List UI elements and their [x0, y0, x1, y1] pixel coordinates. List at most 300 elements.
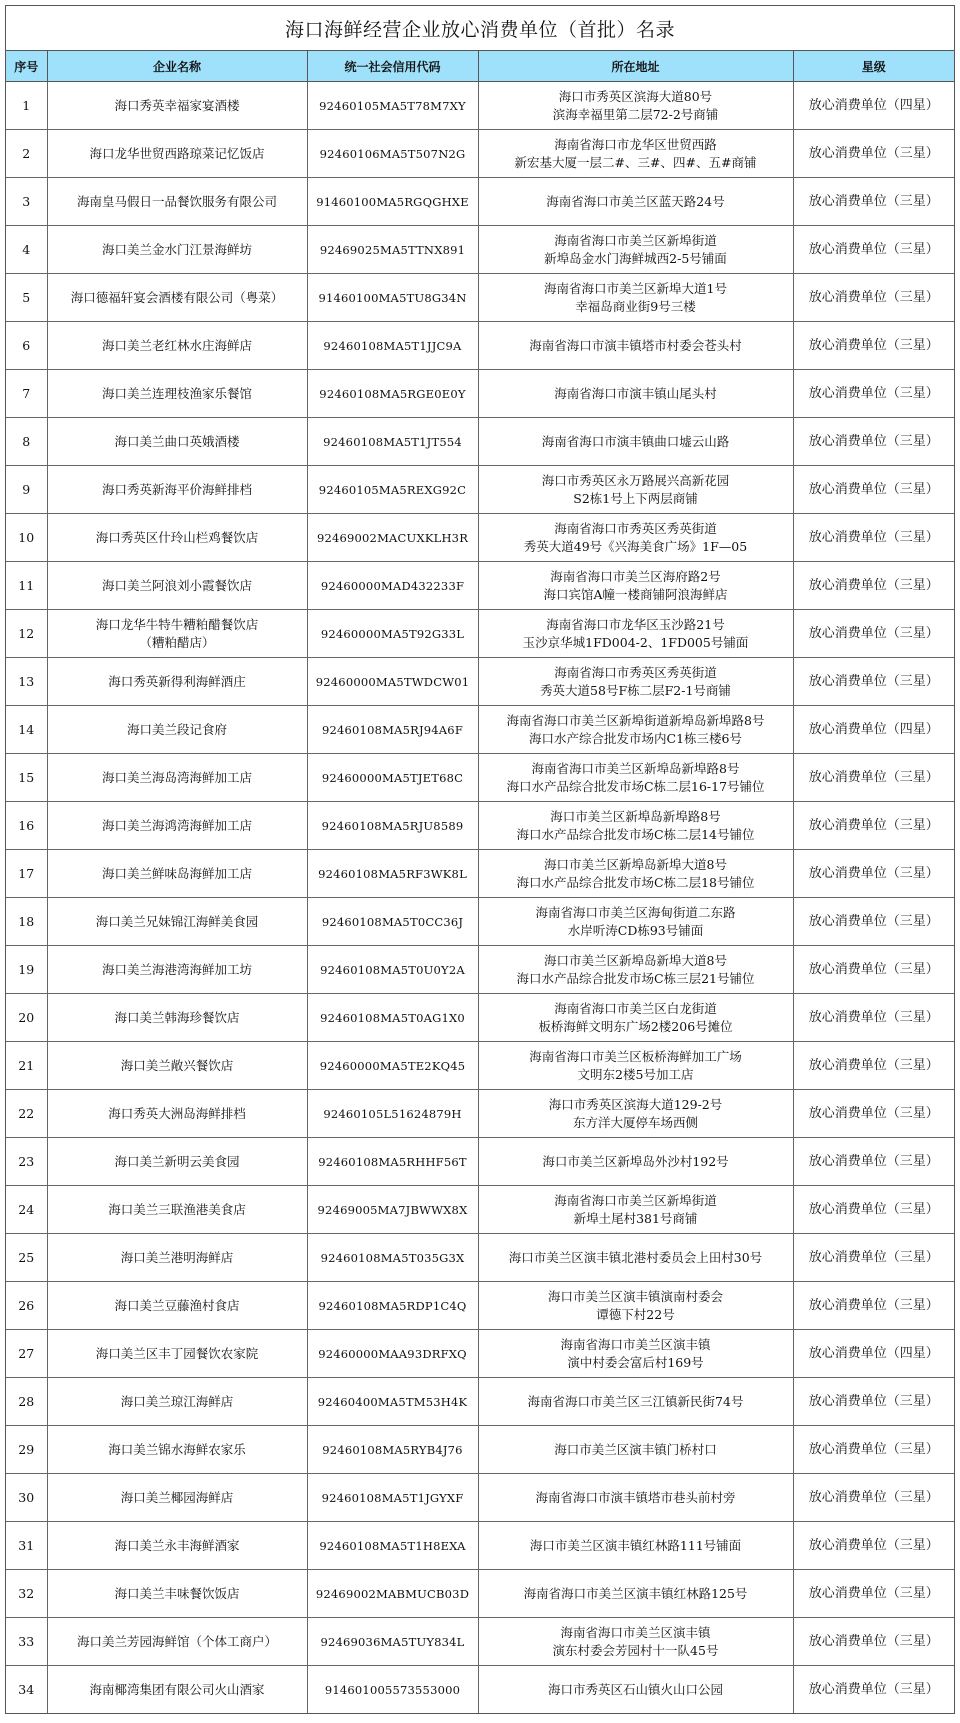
- cell-index: 5: [6, 274, 47, 322]
- address-line: 海南省海口市演丰镇塔市村委会苍头村: [529, 337, 742, 353]
- address-line: 新埠土尾村381号商铺: [573, 1210, 698, 1226]
- cell-star-level: 放心消费单位（四星）: [793, 1330, 954, 1378]
- address-line: 玉沙京华城1FD004-2、1FD005号铺面: [522, 634, 749, 650]
- cell-index: 31: [6, 1522, 47, 1570]
- cell-address: [478, 514, 793, 562]
- address-line: 海口市美兰区演丰镇北港村委员会上田村30号: [508, 1249, 763, 1265]
- enterprise-list-sheet: [5, 5, 955, 1714]
- table-row: [6, 1282, 954, 1330]
- cell-credit-code: 92460108MA5T1H8EXA: [307, 1522, 478, 1570]
- address-line: 海口水产品综合批发市场C栋二层16-17号铺位: [506, 778, 765, 794]
- cell-address: [478, 226, 793, 274]
- enterprise-name-line: 海口美兰海港湾海鲜加工坊: [101, 961, 252, 977]
- address-line: 海口市秀英区石山镇火山口公园: [547, 1681, 723, 1697]
- enterprise-name-line: 海口秀英幸福家宴酒楼: [114, 97, 240, 113]
- cell-address: [478, 1666, 793, 1714]
- table-row: [6, 1474, 954, 1522]
- table-row: [6, 274, 954, 322]
- cell-enterprise-name: [47, 610, 307, 658]
- cell-enterprise-name: [47, 994, 307, 1042]
- cell-credit-code: 92469002MABMUCB03D: [307, 1570, 478, 1618]
- cell-credit-code: 92460105L51624879H: [307, 1090, 478, 1138]
- cell-credit-code: 92460000MA5TJET68C: [307, 754, 478, 802]
- cell-credit-code: 92469002MACUXKLH3R: [307, 514, 478, 562]
- enterprise-name-line: 海口美兰永丰海鲜酒家: [114, 1537, 240, 1553]
- cell-address: [478, 370, 793, 418]
- cell-star-level: 放心消费单位（三星）: [793, 1666, 954, 1714]
- cell-enterprise-name: [47, 130, 307, 178]
- address-line: 水岸听涛CD栋93号铺面: [567, 922, 704, 938]
- cell-index: 24: [6, 1186, 47, 1234]
- cell-star-level: 放心消费单位（三星）: [793, 658, 954, 706]
- address-line: 海口市秀英区永万路展兴高新花园: [541, 472, 730, 488]
- enterprise-name-line: 海口美兰区丰丁园餐饮农家院: [95, 1345, 259, 1361]
- cell-enterprise-name: [47, 1570, 307, 1618]
- enterprise-name-line: 海口美兰琼江海鲜店: [120, 1393, 234, 1409]
- cell-credit-code: 92460108MA5T0CC36J: [307, 898, 478, 946]
- cell-credit-code: 92460108MA5RDP1C4Q: [307, 1282, 478, 1330]
- address-line: 海南省海口市美兰区新埠岛新埠路8号: [531, 760, 740, 776]
- cell-index: 7: [6, 370, 47, 418]
- cell-address: [478, 1234, 793, 1282]
- cell-credit-code: 92460108MA5T1JGYXF: [307, 1474, 478, 1522]
- enterprise-name-line: 海口美兰金水门江景海鲜坊: [101, 241, 252, 257]
- table-row: [6, 1042, 954, 1090]
- address-line: 海南省海口市美兰区新埠街道: [554, 1192, 717, 1208]
- cell-enterprise-name: [47, 466, 307, 514]
- enterprise-name-line: 海口美兰芳园海鲜馆（个体工商户）: [76, 1633, 277, 1649]
- address-line: 海口市美兰区新埠岛外沙村192号: [542, 1153, 729, 1169]
- address-line: 海南省海口市演丰镇塔市巷头前村旁: [535, 1489, 736, 1505]
- cell-enterprise-name: [47, 418, 307, 466]
- address-line: 海口市秀英区滨海大道80号: [558, 88, 713, 104]
- cell-address: [478, 562, 793, 610]
- column-header-name: 企业名称: [47, 51, 307, 82]
- cell-address: [478, 802, 793, 850]
- cell-address: [478, 994, 793, 1042]
- table-row: [6, 130, 954, 178]
- cell-enterprise-name: [47, 226, 307, 274]
- cell-enterprise-name: [47, 1378, 307, 1426]
- cell-star-level: 放心消费单位（三星）: [793, 1378, 954, 1426]
- address-line: 海口市秀英区滨海大道129-2号: [548, 1096, 723, 1112]
- address-line: 海南省海口市秀英区秀英街道: [554, 520, 717, 536]
- enterprise-name-line: 海南椰湾集团有限公司火山酒家: [89, 1681, 265, 1697]
- cell-enterprise-name: [47, 322, 307, 370]
- table-row: [6, 610, 954, 658]
- address-line: 海口水产综合批发市场内C1栋三楼6号: [529, 730, 742, 746]
- enterprise-name-line: 海口美兰海岛湾海鲜加工店: [101, 769, 252, 785]
- cell-index: 33: [6, 1618, 47, 1666]
- cell-credit-code: 914601005573553000: [307, 1666, 478, 1714]
- table-row: [6, 178, 954, 226]
- cell-credit-code: 92460105MA5REXG92C: [307, 466, 478, 514]
- cell-address: [478, 1618, 793, 1666]
- cell-address: [478, 1522, 793, 1570]
- cell-index: 21: [6, 1042, 47, 1090]
- cell-star-level: 放心消费单位（三星）: [793, 1234, 954, 1282]
- enterprise-name-line: 海口美兰新明云美食园: [114, 1153, 240, 1169]
- cell-address: [478, 1426, 793, 1474]
- cell-enterprise-name: [47, 1234, 307, 1282]
- address-line: 海南省海口市美兰区海甸街道二东路: [535, 904, 736, 920]
- cell-star-level: 放心消费单位（三星）: [793, 1186, 954, 1234]
- table-row: [6, 1618, 954, 1666]
- cell-credit-code: 92460108MA5RF3WK8L: [307, 850, 478, 898]
- address-line: 海口市美兰区新埠岛新埠大道8号: [544, 856, 727, 872]
- cell-address: [478, 322, 793, 370]
- table-row: [6, 1186, 954, 1234]
- cell-enterprise-name: [47, 1282, 307, 1330]
- address-line: 演东村委会芳园村十一队45号: [552, 1642, 719, 1658]
- address-line: 海南省海口市龙华区世贸西路: [554, 136, 717, 152]
- cell-address: [478, 706, 793, 754]
- address-line: 海南省海口市演丰镇曲口墟云山路: [541, 433, 730, 449]
- cell-credit-code: 92460108MA5RGE0E0Y: [307, 370, 478, 418]
- table-row: [6, 1234, 954, 1282]
- address-line: 海南省海口市美兰区新埠街道: [554, 232, 717, 248]
- table-row: [6, 466, 954, 514]
- cell-index: 22: [6, 1090, 47, 1138]
- cell-index: 12: [6, 610, 47, 658]
- cell-address: [478, 82, 793, 130]
- cell-enterprise-name: [47, 1186, 307, 1234]
- address-line: 谭德下村22号: [596, 1306, 675, 1322]
- column-header-credit-code: 统一社会信用代码: [307, 51, 478, 82]
- cell-index: 17: [6, 850, 47, 898]
- enterprise-name-line: 海口美兰锦水海鲜农家乐: [108, 1441, 246, 1457]
- cell-credit-code: 92460000MAA93DRFXQ: [307, 1330, 478, 1378]
- cell-star-level: 放心消费单位（四星）: [793, 82, 954, 130]
- address-line: 海南省海口市秀英区秀英街道: [554, 664, 717, 680]
- cell-enterprise-name: [47, 274, 307, 322]
- cell-address: [478, 1570, 793, 1618]
- cell-address: [478, 946, 793, 994]
- enterprise-name-line: 海口美兰港明海鲜店: [120, 1249, 234, 1265]
- cell-enterprise-name: [47, 658, 307, 706]
- cell-star-level: 放心消费单位（三星）: [793, 994, 954, 1042]
- table-row: [6, 1138, 954, 1186]
- cell-index: 19: [6, 946, 47, 994]
- cell-address: [478, 850, 793, 898]
- column-header-address: 所在地址: [478, 51, 793, 82]
- cell-index: 11: [6, 562, 47, 610]
- address-line: 海口市美兰区演丰镇演南村委会: [547, 1288, 723, 1304]
- table-row: [6, 226, 954, 274]
- cell-index: 27: [6, 1330, 47, 1378]
- address-line: 海南省海口市美兰区演丰镇: [560, 1624, 711, 1640]
- cell-star-level: 放心消费单位（三星）: [793, 226, 954, 274]
- cell-star-level: 放心消费单位（三星）: [793, 1474, 954, 1522]
- address-line: 海口市美兰区演丰镇门桥村口: [554, 1441, 717, 1457]
- enterprise-name-line: 海口德福轩宴会酒楼有限公司（粤菜）: [70, 289, 284, 305]
- cell-index: 9: [6, 466, 47, 514]
- cell-star-level: 放心消费单位（三星）: [793, 946, 954, 994]
- cell-address: [478, 1138, 793, 1186]
- cell-address: [478, 1090, 793, 1138]
- enterprise-name-line: 海口龙华世贸西路琼菜记忆饭店: [89, 145, 265, 161]
- cell-enterprise-name: [47, 802, 307, 850]
- table-body: [6, 82, 954, 1714]
- cell-index: 1: [6, 82, 47, 130]
- cell-credit-code: 92460000MAD432233F: [307, 562, 478, 610]
- cell-index: 3: [6, 178, 47, 226]
- table-row: [6, 562, 954, 610]
- cell-index: 28: [6, 1378, 47, 1426]
- cell-enterprise-name: [47, 706, 307, 754]
- cell-star-level: 放心消费单位（三星）: [793, 418, 954, 466]
- address-line: 海南省海口市美兰区演丰镇: [560, 1336, 711, 1352]
- table-row: [6, 706, 954, 754]
- enterprise-name-line: 海口美兰老红林水庄海鲜店: [101, 337, 252, 353]
- page-title: 海口海鲜经营企业放心消费单位（首批）名录: [6, 6, 954, 51]
- column-header-index: 序号: [6, 51, 47, 82]
- cell-index: 20: [6, 994, 47, 1042]
- address-line: 海口市美兰区新埠岛新埠大道8号: [544, 952, 727, 968]
- enterprise-name-line: 海口美兰敞兴餐饮店: [120, 1057, 234, 1073]
- table-row: [6, 658, 954, 706]
- enterprise-name-line: 海口美兰豆藤渔村食店: [114, 1297, 240, 1313]
- cell-address: [478, 1282, 793, 1330]
- cell-address: [478, 1186, 793, 1234]
- address-line: 海南省海口市美兰区新埠大道1号: [544, 280, 727, 296]
- cell-index: 10: [6, 514, 47, 562]
- cell-address: [478, 466, 793, 514]
- enterprise-name-line: （糟粕醋店）: [139, 634, 215, 650]
- cell-index: 8: [6, 418, 47, 466]
- address-line: 海南省海口市演丰镇山尾头村: [554, 385, 717, 401]
- cell-index: 34: [6, 1666, 47, 1714]
- cell-star-level: 放心消费单位（三星）: [793, 370, 954, 418]
- address-line: 海口市美兰区演丰镇红林路111号铺面: [529, 1537, 742, 1553]
- address-line: 板桥海鲜文明东广场2楼206号摊位: [538, 1018, 733, 1034]
- cell-enterprise-name: [47, 1090, 307, 1138]
- cell-star-level: 放心消费单位（三星）: [793, 514, 954, 562]
- enterprise-name-line: 海口美兰三联渔港美食店: [108, 1201, 246, 1217]
- cell-index: 29: [6, 1426, 47, 1474]
- cell-enterprise-name: [47, 850, 307, 898]
- cell-index: 14: [6, 706, 47, 754]
- cell-address: [478, 610, 793, 658]
- address-line: 海南省海口市美兰区三江镇新民街74号: [527, 1393, 744, 1409]
- cell-index: 6: [6, 322, 47, 370]
- address-line: 海口水产品综合批发市场C栋二层14号铺位: [516, 826, 755, 842]
- table-row: [6, 802, 954, 850]
- cell-credit-code: 92460108MA5RJ94A6F: [307, 706, 478, 754]
- address-line: 演中村委会富后村169号: [567, 1354, 704, 1370]
- cell-address: [478, 1378, 793, 1426]
- cell-address: [478, 178, 793, 226]
- cell-credit-code: 92460108MA5RYB4J76: [307, 1426, 478, 1474]
- cell-credit-code: 92460108MA5RHHF56T: [307, 1138, 478, 1186]
- table-row: [6, 1570, 954, 1618]
- cell-enterprise-name: [47, 1474, 307, 1522]
- cell-index: 13: [6, 658, 47, 706]
- cell-address: [478, 1042, 793, 1090]
- cell-credit-code: 92460000MA5TWDCW01: [307, 658, 478, 706]
- enterprise-name-line: 海口秀英区什玲山栏鸡餐饮店: [95, 529, 259, 545]
- cell-credit-code: 92460106MA5T507N2G: [307, 130, 478, 178]
- address-line: 滨海幸福里第二层72-2号商铺: [552, 106, 719, 122]
- cell-enterprise-name: [47, 82, 307, 130]
- table-row: [6, 754, 954, 802]
- table-row: [6, 946, 954, 994]
- cell-enterprise-name: [47, 178, 307, 226]
- cell-index: 26: [6, 1282, 47, 1330]
- enterprise-name-line: 海口美兰椰园海鲜店: [120, 1489, 234, 1505]
- address-line: S2栋1号上下两层商铺: [573, 490, 698, 506]
- table-header-row: [6, 51, 954, 82]
- cell-star-level: 放心消费单位（三星）: [793, 1090, 954, 1138]
- address-line: 海南省海口市美兰区板桥海鲜加工广场: [529, 1048, 742, 1064]
- cell-index: 16: [6, 802, 47, 850]
- address-line: 海南省海口市美兰区演丰镇红林路125号: [523, 1585, 748, 1601]
- cell-star-level: 放心消费单位（三星）: [793, 322, 954, 370]
- enterprise-name-line: 海口秀英新海平价海鲜排档: [101, 481, 252, 497]
- cell-address: [478, 1330, 793, 1378]
- cell-address: [478, 274, 793, 322]
- cell-star-level: 放心消费单位（三星）: [793, 1282, 954, 1330]
- address-line: 海南省海口市美兰区海府路2号: [550, 568, 721, 584]
- cell-address: [478, 1474, 793, 1522]
- cell-index: 23: [6, 1138, 47, 1186]
- cell-star-level: 放心消费单位（三星）: [793, 1618, 954, 1666]
- address-line: 海口水产品综合批发市场C栋三层21号铺位: [516, 970, 755, 986]
- enterprise-name-line: 海口秀英新得利海鲜酒庄: [108, 673, 246, 689]
- cell-enterprise-name: [47, 1138, 307, 1186]
- cell-star-level: 放心消费单位（三星）: [793, 1138, 954, 1186]
- cell-credit-code: 92469025MA5TTNX891: [307, 226, 478, 274]
- address-line: 海口市美兰区新埠岛新埠路8号: [550, 808, 721, 824]
- enterprise-name-line: 海口美兰段记食府: [126, 721, 227, 737]
- cell-star-level: 放心消费单位（三星）: [793, 1570, 954, 1618]
- cell-credit-code: 92460000MA5T92G33L: [307, 610, 478, 658]
- cell-credit-code: 92460108MA5T0AG1X0: [307, 994, 478, 1042]
- cell-enterprise-name: [47, 946, 307, 994]
- address-line: 幸福岛商业街9号三楼: [575, 298, 696, 314]
- cell-star-level: 放心消费单位（三星）: [793, 1042, 954, 1090]
- table-row: [6, 1522, 954, 1570]
- cell-credit-code: 92460108MA5T035G3X: [307, 1234, 478, 1282]
- enterprise-name-line: 海口秀英大洲岛海鲜排档: [108, 1105, 246, 1121]
- address-line: 海南省海口市美兰区新埠街道新埠岛新埠路8号: [506, 712, 765, 728]
- cell-star-level: 放心消费单位（三星）: [793, 898, 954, 946]
- enterprise-table: [6, 51, 954, 1713]
- cell-credit-code: 91460100MA5RGQGHXE: [307, 178, 478, 226]
- cell-star-level: 放心消费单位（三星）: [793, 850, 954, 898]
- address-line: 海口宾馆A幢一楼商铺阿浪海鲜店: [543, 586, 728, 602]
- table-row: [6, 370, 954, 418]
- enterprise-name-line: 海口美兰阿浪刘小霞餐饮店: [101, 577, 252, 593]
- enterprise-name-line: 海口美兰丰味餐饮饭店: [114, 1585, 240, 1601]
- table-row: [6, 1378, 954, 1426]
- table-row: [6, 994, 954, 1042]
- address-line: 海口水产品综合批发市场C栋二层18号铺位: [516, 874, 755, 890]
- cell-address: [478, 658, 793, 706]
- cell-enterprise-name: [47, 1042, 307, 1090]
- cell-address: [478, 754, 793, 802]
- address-line: 东方洋大厦停车场西侧: [572, 1114, 698, 1130]
- cell-address: [478, 130, 793, 178]
- cell-star-level: 放心消费单位（三星）: [793, 130, 954, 178]
- column-header-star-level: 星级: [793, 51, 954, 82]
- table-row: [6, 898, 954, 946]
- cell-enterprise-name: [47, 1618, 307, 1666]
- cell-credit-code: 92460105MA5T78M7XY: [307, 82, 478, 130]
- address-line: 秀英大道49号《兴海美食广场》1F—05: [523, 538, 748, 554]
- enterprise-name-line: 海口龙华牛特牛糟粕醋餐饮店: [95, 616, 259, 632]
- cell-star-level: 放心消费单位（三星）: [793, 178, 954, 226]
- cell-index: 30: [6, 1474, 47, 1522]
- cell-credit-code: 92460108MA5RJU8589: [307, 802, 478, 850]
- cell-index: 25: [6, 1234, 47, 1282]
- cell-index: 4: [6, 226, 47, 274]
- enterprise-name-line: 海口美兰曲口英娥酒楼: [114, 433, 240, 449]
- cell-star-level: 放心消费单位（三星）: [793, 562, 954, 610]
- cell-star-level: 放心消费单位（三星）: [793, 802, 954, 850]
- cell-address: [478, 898, 793, 946]
- cell-star-level: 放心消费单位（四星）: [793, 706, 954, 754]
- cell-index: 15: [6, 754, 47, 802]
- table-row: [6, 514, 954, 562]
- cell-enterprise-name: [47, 1522, 307, 1570]
- cell-star-level: 放心消费单位（三星）: [793, 1522, 954, 1570]
- enterprise-name-line: 海口美兰兄妹锦江海鲜美食园: [95, 913, 259, 929]
- cell-credit-code: 92460000MA5TE2KQ45: [307, 1042, 478, 1090]
- cell-credit-code: 92460108MA5T1JJC9A: [307, 322, 478, 370]
- cell-star-level: 放心消费单位（三星）: [793, 754, 954, 802]
- cell-enterprise-name: [47, 514, 307, 562]
- cell-index: 2: [6, 130, 47, 178]
- table-row: [6, 418, 954, 466]
- address-line: 海南省海口市美兰区蓝天路24号: [546, 193, 725, 209]
- address-line: 文明东2楼5号加工店: [577, 1066, 694, 1082]
- cell-index: 32: [6, 1570, 47, 1618]
- enterprise-name-line: 海口美兰连理枝渔家乐餐馆: [101, 385, 252, 401]
- cell-enterprise-name: [47, 562, 307, 610]
- cell-index: 18: [6, 898, 47, 946]
- table-row: [6, 1090, 954, 1138]
- enterprise-name-line: 海南皇马假日一品餐饮服务有限公司: [76, 193, 277, 209]
- cell-credit-code: 92460108MA5T0U0Y2A: [307, 946, 478, 994]
- cell-enterprise-name: [47, 1426, 307, 1474]
- cell-star-level: 放心消费单位（三星）: [793, 610, 954, 658]
- table-row: [6, 322, 954, 370]
- enterprise-name-line: 海口美兰海鸿湾海鲜加工店: [101, 817, 252, 833]
- table-row: [6, 1330, 954, 1378]
- cell-credit-code: 92460400MA5TM53H4K: [307, 1378, 478, 1426]
- cell-enterprise-name: [47, 1666, 307, 1714]
- enterprise-name-line: 海口美兰鲜味岛海鲜加工店: [101, 865, 252, 881]
- address-line: 秀英大道58号F栋二层F2-1号商铺: [540, 682, 731, 698]
- cell-star-level: 放心消费单位（三星）: [793, 466, 954, 514]
- enterprise-name-line: 海口美兰韩海珍餐饮店: [114, 1009, 240, 1025]
- table-row: [6, 1666, 954, 1714]
- table-row: [6, 82, 954, 130]
- cell-credit-code: 92469036MA5TUY834L: [307, 1618, 478, 1666]
- cell-credit-code: 92460108MA5T1JT554: [307, 418, 478, 466]
- address-line: 新宏基大厦一层二#、三#、四#、五#商铺: [514, 154, 757, 170]
- table-row: [6, 1426, 954, 1474]
- cell-enterprise-name: [47, 898, 307, 946]
- cell-star-level: 放心消费单位（三星）: [793, 274, 954, 322]
- address-line: 海南省海口市美兰区白龙街道: [554, 1000, 717, 1016]
- address-line: 新埠岛金水门海鲜城西2-5号铺面: [544, 250, 727, 266]
- cell-credit-code: 92469005MA7JBWWX8X: [307, 1186, 478, 1234]
- cell-address: [478, 418, 793, 466]
- cell-enterprise-name: [47, 754, 307, 802]
- cell-credit-code: 91460100MA5TU8G34N: [307, 274, 478, 322]
